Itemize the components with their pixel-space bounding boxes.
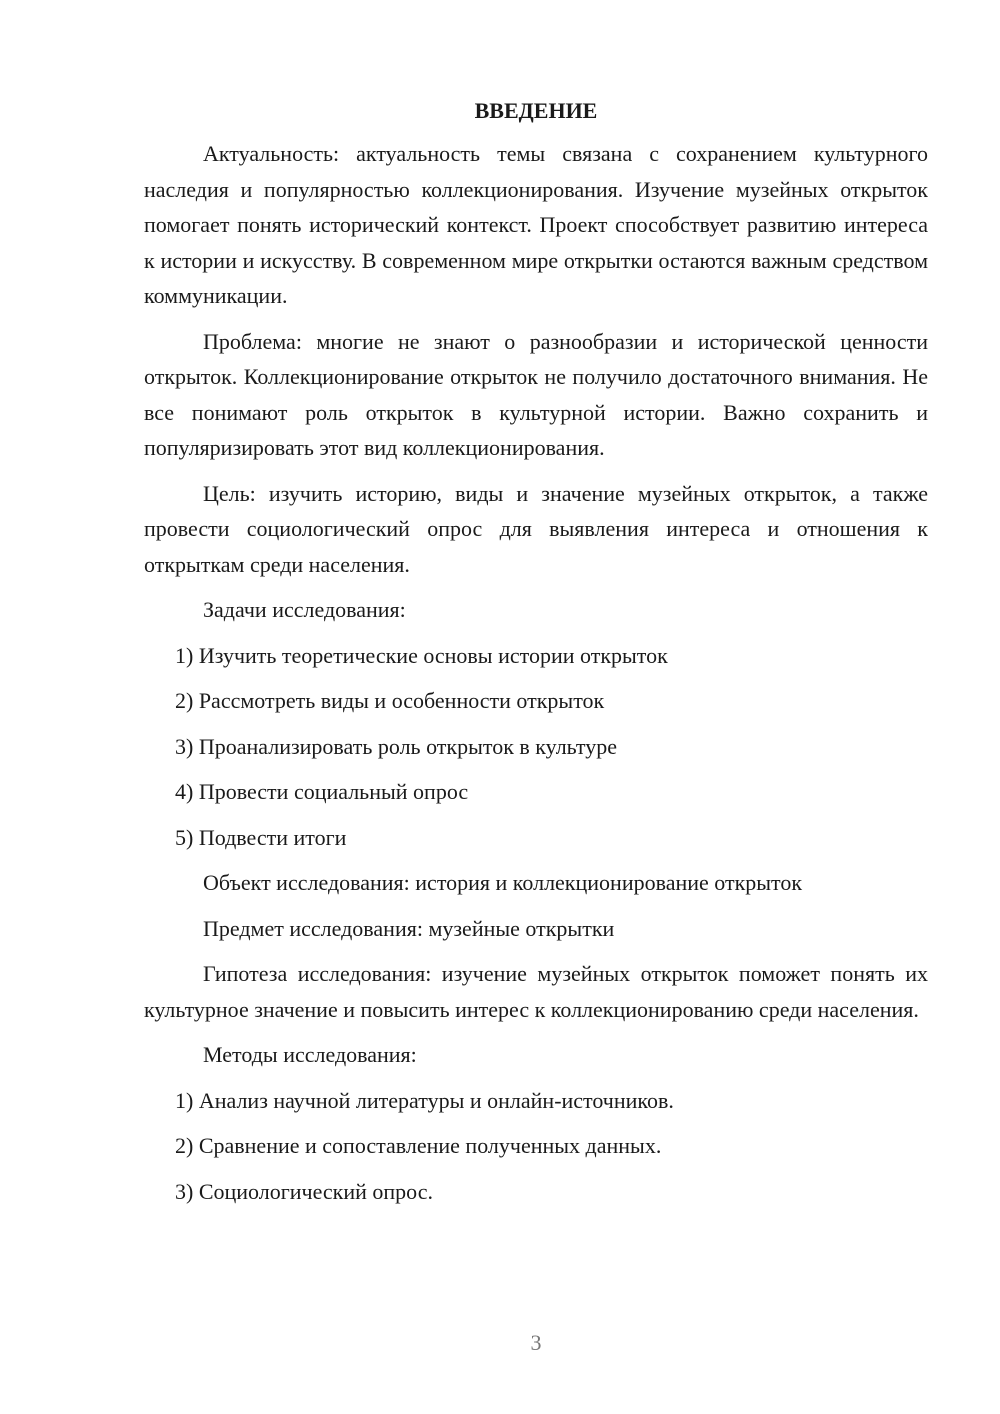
- methods-heading: Методы исследования:: [203, 1042, 417, 1067]
- task-item: 1) Изучить теоретические основы истории открыток: [175, 642, 668, 668]
- research-subject: Предмет исследования: музейные открытки: [203, 915, 615, 941]
- method-item: 1) Анализ научной литературы и онлайн-источников.: [175, 1087, 674, 1113]
- task-item: 2) Рассмотреть виды и особенности открыток: [175, 688, 605, 713]
- hypothesis-paragraph: Гипотеза исследования: изучение музейных открыток поможет понять их культурное значение и повысить интерес к коллекционированию среди населения.: [144, 961, 928, 1022]
- goal-paragraph: Цель: изучить историю, виды и значение музейных открыток, а также провести социологический опрос для выявления интереса и отношения к открыткам среди населения.: [144, 480, 928, 577]
- tasks-heading: Задачи исследования:: [203, 597, 406, 622]
- task-item: 4) Провести социальный опрос: [175, 779, 469, 804]
- method-item: 3) Социологический опрос.: [175, 1178, 433, 1204]
- document-title: ВВЕДЕНИЕ: [474, 98, 598, 123]
- task-item: 5) Подвести итоги: [175, 824, 347, 850]
- document-page: [144, 96, 928, 1219]
- research-object: Объект исследования: история и коллекционирование открыток: [203, 870, 803, 895]
- task-item: 3) Проанализировать роль открыток в культуре: [175, 733, 617, 759]
- method-item: 2) Сравнение и сопоставление полученных данных.: [175, 1133, 662, 1158]
- problem-paragraph: Проблема: многие не знают о разнообразии и исторической ценности открыток. Коллекционирование открыток не получило достаточного внимания. Не все понимают роль открыток в культурной истории. Важно сохранить и популяризировать этот вид коллекционирования.: [144, 328, 928, 460]
- relevance-paragraph: Актуальность: актуальность темы связана с сохранением культурного наследия и популярностью коллекционирования. Изучение музейных открыток помогает понять исторический контекст. Проект способствует развитию интереса к истории и искусству. В современном мире открытки остаются важным средством коммуникации.: [144, 141, 928, 308]
- page-number: 3: [530, 1330, 542, 1355]
